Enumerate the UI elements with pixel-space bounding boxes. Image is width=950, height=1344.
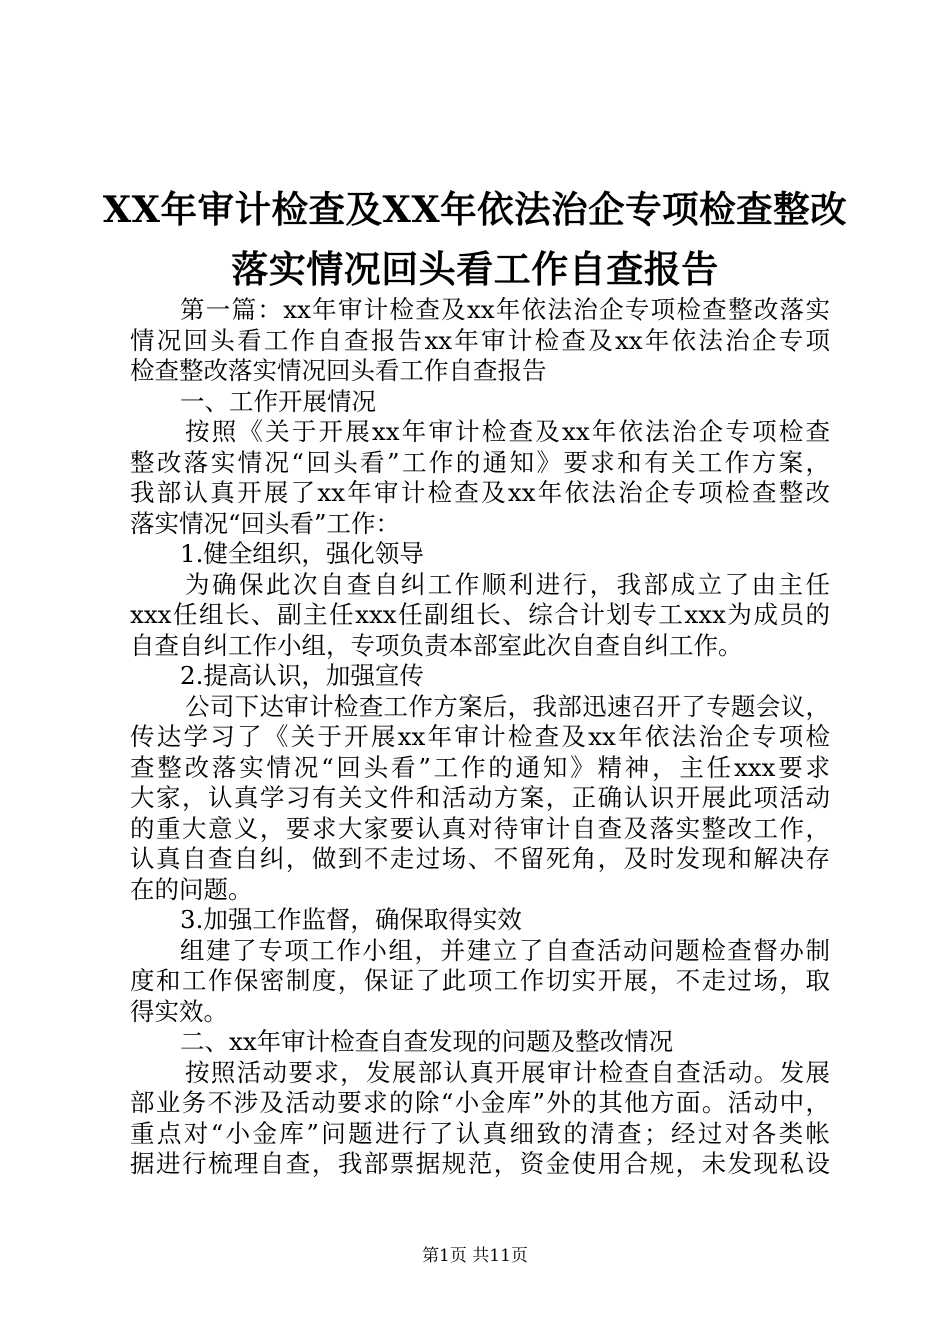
- body-line: 为确保此次自查自纠工作顺利进行，我部成立了由主任: [185, 569, 830, 599]
- body-line: 认真自查自纠，做到不走过场、不留死角，及时发现和解决存: [130, 844, 830, 873]
- document-title-line-1: XX年审计检查及XX年依法治企专项检查整改: [102, 188, 848, 231]
- document-title-line-2: 落实情况回头看工作自查报告: [231, 247, 719, 291]
- body-line: 度和工作保密制度，保证了此项工作切实开展，不走过场，取: [130, 966, 830, 995]
- body-line: 传达学习了《关于开展xx年审计检查及xx年依法治企专项检: [130, 722, 830, 751]
- body-line: 据进行梳理自查，我部票据规范，资金使用合规，未发现私设: [130, 1149, 830, 1178]
- subsection-heading: 1.健全组织，强化领导: [180, 539, 424, 568]
- body-line: 按照《关于开展xx年审计检查及xx年依法治企专项检查: [185, 417, 830, 446]
- body-line: 得实效。: [130, 996, 228, 1026]
- body-line: 检查整改落实情况回头看工作自查报告: [130, 356, 547, 385]
- body-line: 部业务不涉及活动要求的除“小金库”外的其他方面。活动中，: [130, 1088, 830, 1117]
- subsection-heading: 2.提高认识，加强宣传: [180, 661, 424, 690]
- body-line: 在的问题。: [130, 874, 253, 904]
- body-line: 整改落实情况“回头看”工作的通知》要求和有关工作方案，: [130, 447, 830, 477]
- body-line: 大家，认真学习有关文件和活动方案，正确认识开展此项活动: [130, 783, 830, 812]
- body-line: 落实情况“回头看”工作：: [130, 508, 401, 538]
- body-line: 按照活动要求，发展部认真开展审计检查自查活动。发展: [185, 1057, 830, 1087]
- body-line: 组建了专项工作小组，并建立了自查活动问题检查督办制: [180, 935, 830, 965]
- body-line: 情况回头看工作自查报告xx年审计检查及xx年依法治企专项: [130, 325, 830, 355]
- body-line: xxx任组长、副主任xxx任副组长、综合计划专工xxx为成员的: [130, 600, 830, 629]
- document-body: [130, 295, 830, 1180]
- page-number-footer: 第1页 共11页: [422, 1246, 528, 1266]
- body-line: 第一篇：xx年审计检查及xx年依法治企专项检查整改落实: [180, 295, 830, 324]
- body-line: 我部认真开展了xx年审计检查及xx年依法治企专项检查整改: [130, 478, 830, 507]
- subsection-heading: 3.加强工作监督，确保取得实效: [180, 905, 522, 934]
- body-line: 自查自纠工作小组，专项负责本部室此次自查自纠工作。: [130, 630, 743, 660]
- body-line: 公司下达审计检查工作方案后，我部迅速召开了专题会议，: [185, 691, 830, 721]
- body-line: 查整改落实情况“回头看”工作的通知》精神，主任xxx要求: [130, 752, 830, 782]
- body-line: 重点对“小金库”问题进行了认真细致的清查；经过对各类帐: [130, 1118, 830, 1148]
- section-heading: 一、工作开展情况: [180, 386, 376, 416]
- body-line: 的重大意义，要求大家要认真对待审计自查及落实整改工作，: [130, 813, 830, 843]
- section-heading: 二、xx年审计检查自查发现的问题及整改情况: [180, 1027, 674, 1056]
